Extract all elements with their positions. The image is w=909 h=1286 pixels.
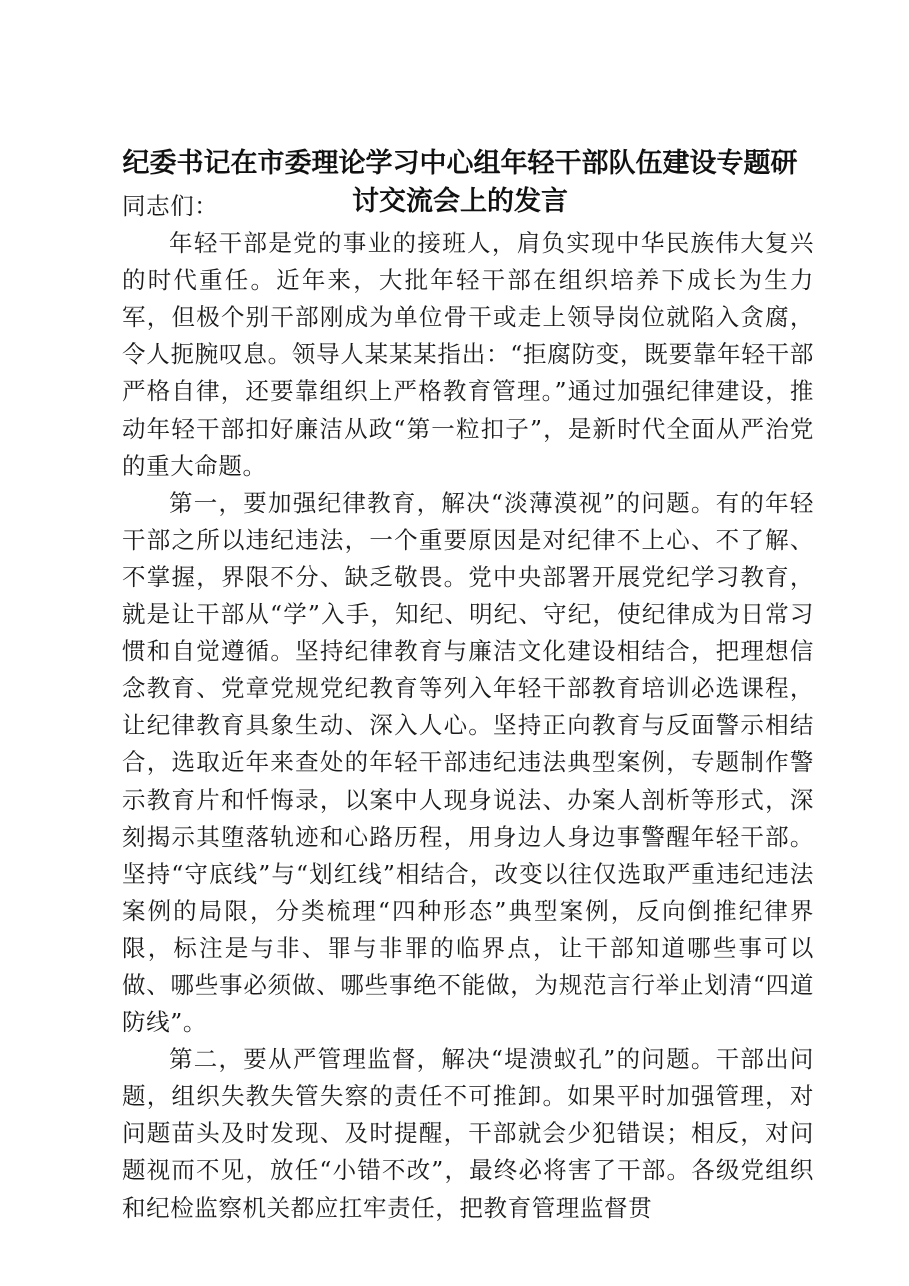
- document-title: 纪委书记在市委理论学习中心组年轻干部队伍建设专题研讨交流会上的发言: [122, 148, 798, 217]
- salutation: 同志们：: [122, 192, 219, 220]
- paragraph-first-point: 第一，要加强纪律教育，解决“淡薄漠视”的问题。有的年轻干部之所以违纪违法，一个重要原因是对纪律不上心、不了解、不掌握，界限不分、缺乏敬畏。党中央部署开展党纪学习教育，就是让干部从“学”入手，知纪、明纪、守纪，使纪律成为日常习惯和自觉遵循。坚持纪律教育与廉洁文化建设相结合，把理想信念教育、党章党规党纪教育等列入年轻干部教育培训必选课程，让纪律教育具象生动、深入人心。坚持正向教育与反面警示相结合，选取近年来查处的年轻干部违纪违法典型案例，专题制作警示教育片和忏悔录，以案中人现身说法、办案人剖析等形式，深刻揭示其堕落轨迹和心路历程，用身边人身边事警醒年轻干部。坚持“守底线”与“划红线”相结合，改变以往仅选取严重违纪违法案例的局限，分类梳理“四种形态”典型案例，反向倒推纪律界限，标注是与非、罪与非罪的临界点，让干部知道哪些事可以做、哪些事必须做、哪些事绝不能做，为规范言行举止划清“四道防线”。: [122, 488, 814, 1037]
- document-body: [122, 188, 814, 1227]
- paragraph-intro: 年轻干部是党的事业的接班人，肩负实现中华民族伟大复兴的时代重任。近年来，大批年轻干部在组织培养下成长为生力军，但极个别干部刚成为单位骨干或走上领导岗位就陷入贪腐，令人扼腕叹息。领导人某某某指出：“拒腐防变，既要靠年轻干部严格自律，还要靠组织上严格教育管理。”通过加强纪律建设，推动年轻干部扣好廉洁从政“第一粒扣子”，是新时代全面从严治党的重大命题。: [122, 229, 814, 480]
- paragraph-second-point: 第二，要从严管理监督，解决“堤溃蚁孔”的问题。干部出问题，组织失教失管失察的责任不可推卸。如果平时加强管理，对问题苗头及时发现、及时提醒，干部就会少犯错误；相反，对问题视而不见，放任“小错不改”，最终必将害了干部。各级党组织和纪检监察机关都应扛牢责任，把教育管理监督贯: [122, 1045, 814, 1222]
